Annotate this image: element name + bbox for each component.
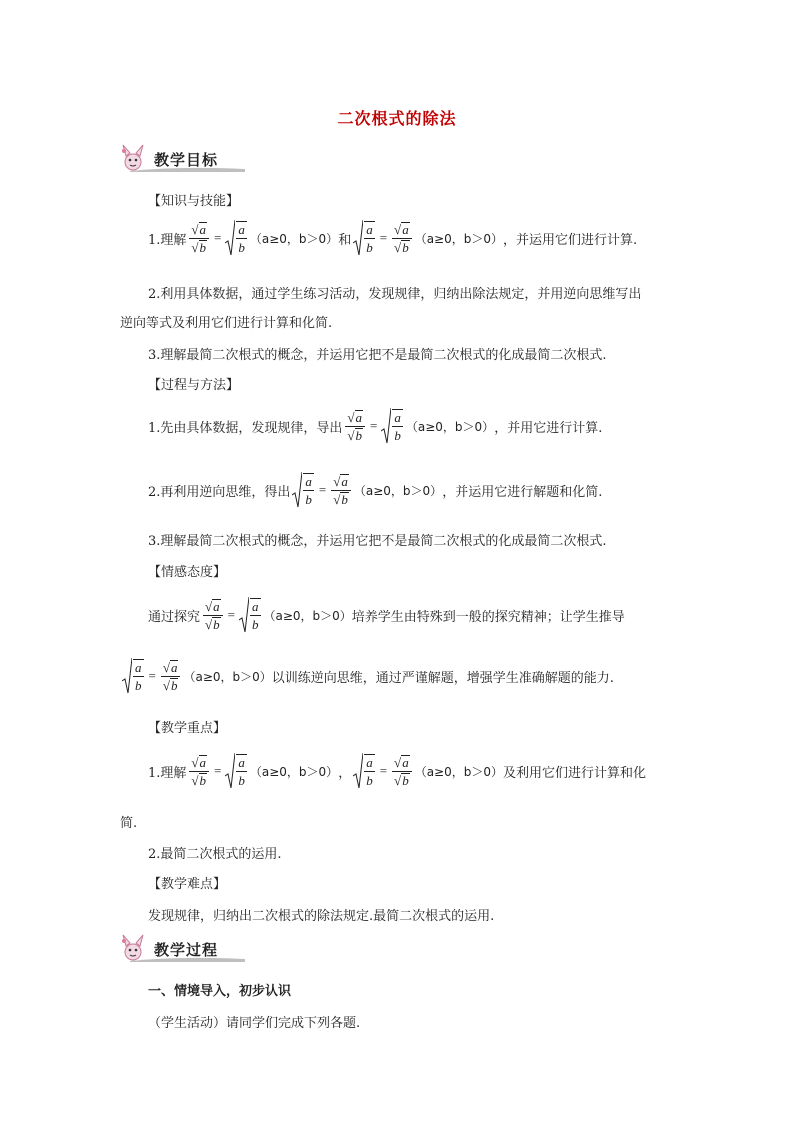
knowledge-item-2-cont: 逆向等式及利用它们进行计算和化简. bbox=[120, 316, 333, 331]
heading-method: 【过程与方法】 bbox=[148, 378, 240, 393]
formula-quotient-rule-reverse: $\frac{a}{b}$ = √ a √ b bbox=[122, 657, 181, 695]
attitude-line-1: 通过探究 √ a √ b = $\frac{a}{b}$ （a≥0，b＞0） 培养学生由特殊到一般的探究精神；让学生推导 bbox=[148, 596, 625, 634]
key-item-1-cont: 简. bbox=[120, 816, 138, 831]
heading-knowledge: 【知识与技能】 bbox=[148, 194, 240, 209]
formula-quotient-rule: √ a √ b = $\frac{a}{b}$ bbox=[205, 598, 259, 632]
formula-quotient-rule-reverse: $\frac{a}{b}$ = √ a √ b bbox=[292, 471, 351, 509]
formula-quotient-rule: √ a √ b = $\frac{a}{b}$ bbox=[347, 409, 401, 443]
heading-difficulty: 【教学难点】 bbox=[148, 877, 227, 892]
attitude-line-2: $\frac{a}{b}$ = √ a √ b （a≥0，b＞0） 以训练逆向思维，通过严谨解题，增强学生准确解题的能力. bbox=[120, 657, 614, 695]
formula-quotient-rule: √ a √ b = $\frac{a}{b}$ bbox=[191, 754, 245, 788]
section-banner-process bbox=[118, 932, 224, 962]
formula-quotient-rule-reverse: $\frac{a}{b}$ = √ a √ b bbox=[353, 219, 412, 257]
difficulty-text: 发现规律，归纳出二次根式的除法规定.最简二次根式的运用. bbox=[148, 909, 495, 924]
knowledge-item-3: 3.理解最简二次根式的概念，并运用它把不是最简二次根式的化成最简二次根式. bbox=[148, 348, 607, 363]
document-title: 二次根式的除法 bbox=[337, 109, 457, 128]
method-item-1: 1.先由具体数据，发现规律，导出 √ a √ b = $\frac{a}{b}$ （a≥0，b＞0） ，并用它进行计算. bbox=[148, 407, 602, 445]
key-item-2: 2.最简二次根式的运用. bbox=[148, 847, 282, 862]
mascot-icon bbox=[118, 932, 148, 962]
section-banner-goals bbox=[118, 142, 224, 172]
heading-key-points: 【教学重点】 bbox=[148, 721, 227, 736]
banner-label-goals: 教学目标 bbox=[154, 151, 219, 169]
banner-label-process: 教学过程 bbox=[154, 941, 219, 959]
heading-attitude: 【情感态度】 bbox=[148, 565, 227, 580]
method-item-3: 3.理解最简二次根式的概念，并运用它把不是最简二次根式的化成最简二次根式. bbox=[148, 534, 607, 549]
knowledge-item-2: 2.利用具体数据，通过学生练习活动，发现规律，归纳出除法规定，并用逆向思维写出 bbox=[148, 287, 642, 302]
process-activity: （学生活动）请同学们完成下列各题. bbox=[148, 1016, 361, 1031]
knowledge-item-1: 1.理解 √ a √ b = $\frac{a}{b}$ （a≥0，b＞0） 和 $\frac{a}{b}$ = √ a √ b （a≥0，b＞0） ，并运用它们进行计算. bbox=[148, 219, 637, 257]
key-item-1: 1.理解 √ a √ b = $\frac{a}{b}$ （a≥0，b＞0） ， $\frac{a}{b}$ = √ a √ b （a≥0，b＞0） 及利用它们进行计算和化 bbox=[148, 752, 646, 790]
mascot-icon bbox=[118, 142, 148, 172]
formula-quotient-rule-reverse: $\frac{a}{b}$ = √ a √ b bbox=[353, 752, 412, 790]
method-item-2: 2.再利用逆向思维，得出 $\frac{a}{b}$ = √ a √ b （a≥0，b＞0） ，并运用它进行解题和化简. bbox=[148, 471, 602, 509]
process-step-1-heading: 一、情境导入，初步认识 bbox=[148, 984, 292, 999]
formula-quotient-rule: √ a √ b = $\frac{a}{b}$ bbox=[191, 221, 245, 255]
